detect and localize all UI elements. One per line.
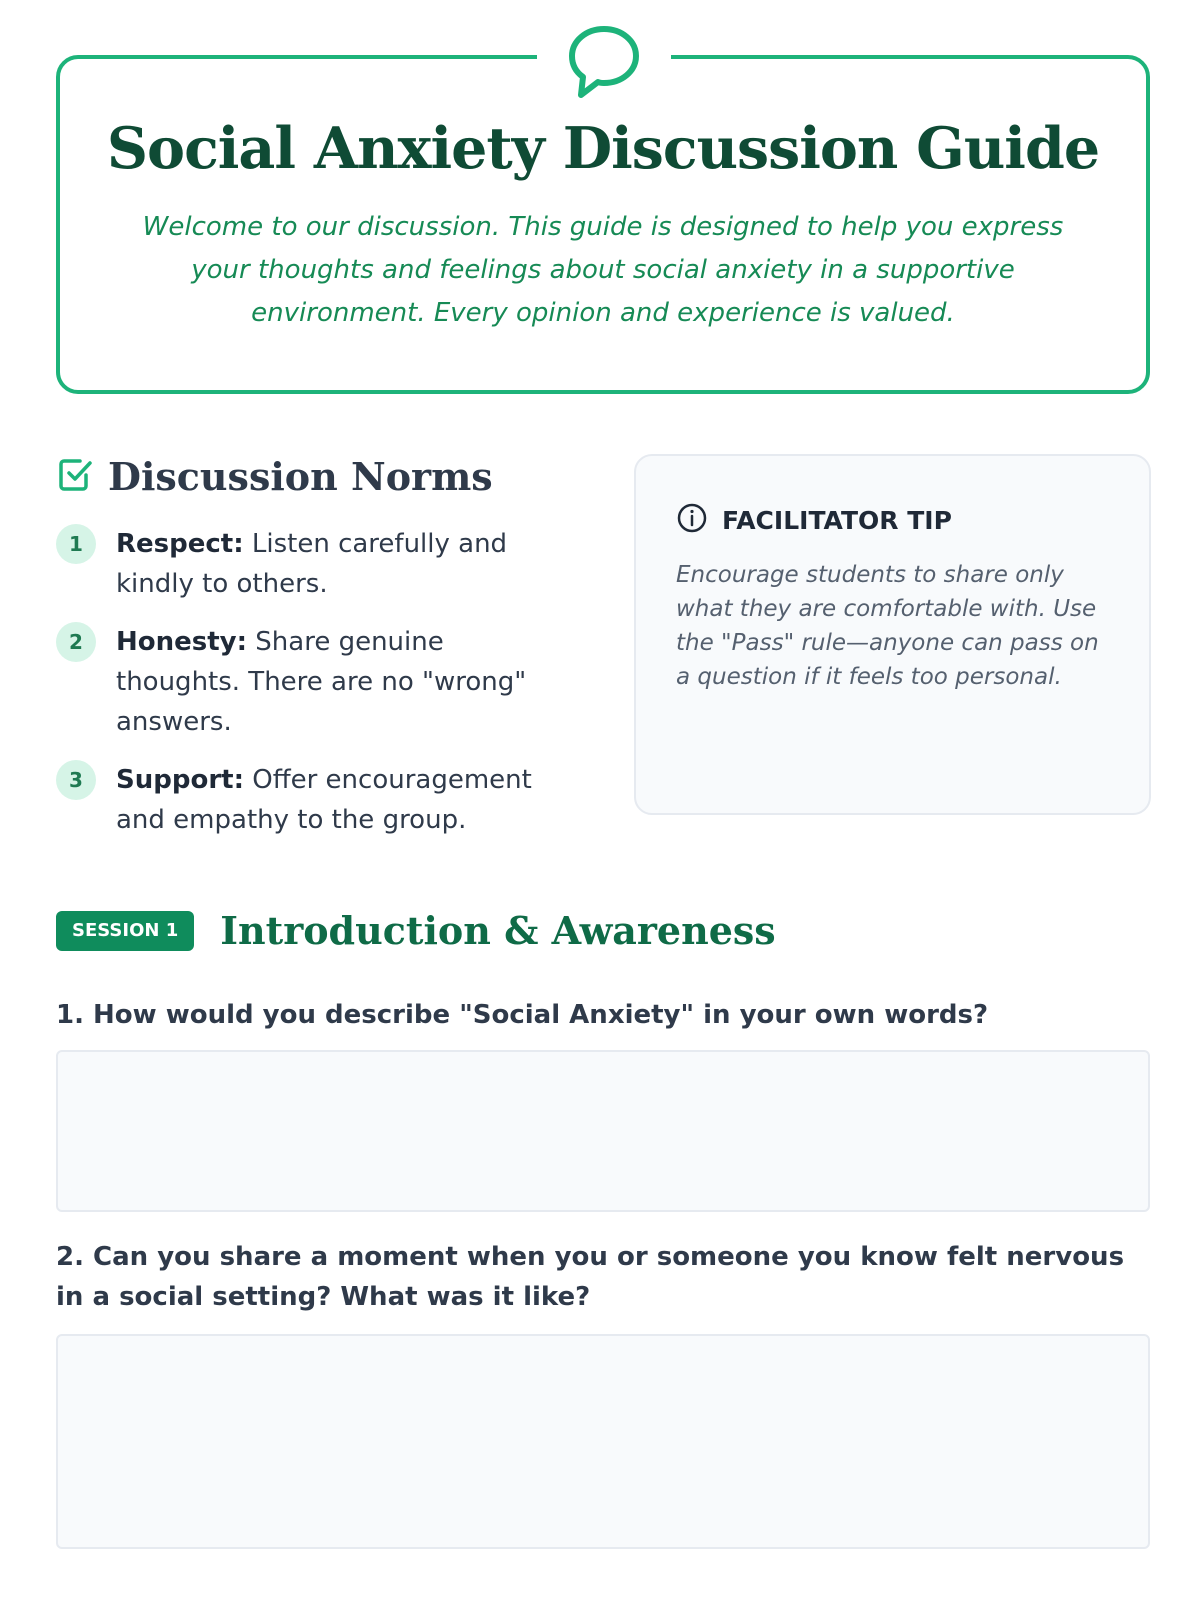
session-badge: SESSION 1: [56, 911, 194, 951]
norm-description: Offer encouragement and empathy to the group.: [116, 765, 532, 835]
facilitator-tip-card: [634, 454, 1151, 815]
page-title: Social Anxiety Discussion Guide: [106, 115, 1100, 182]
question-2: 2. Can you share a moment when you or someone you know felt nervous in a social setting? What was it like?: [56, 1242, 1125, 1312]
norm-term: Honesty:: [116, 627, 248, 657]
norm-text: [116, 622, 571, 742]
session-header: [56, 905, 776, 957]
norm-item-respect: [56, 524, 591, 604]
norm-description: Listen carefully and kindly to others.: [116, 529, 508, 599]
tip-body: Encourage students to share only what they are comfortable with. Use the "Pass" rule—anyone can pass on a question if it feels too personal.: [676, 562, 1099, 690]
info-icon: [676, 502, 708, 538]
answer-field-2[interactable]: [56, 1334, 1150, 1549]
norm-term: Respect:: [116, 529, 244, 559]
norm-number: 3: [56, 760, 96, 800]
tip-header: [676, 500, 1109, 540]
intro-text: Welcome to our discussion. This guide is designed to help you express your thoughts and feelings about social anxiety in a supportive environment. Every opinion and experience is valued.: [142, 212, 1064, 328]
norms-title: Discussion Norms: [108, 454, 493, 499]
norm-text: [116, 524, 571, 604]
norm-description: Share genuine thoughts. There are no "wrong" answers.: [116, 627, 527, 737]
norm-text: [116, 760, 571, 840]
norm-term: Support:: [116, 765, 244, 795]
discussion-norms: [56, 452, 591, 858]
norm-item-honesty: [56, 622, 591, 742]
session-title: Introduction & Awareness: [220, 908, 776, 953]
tip-title: FACILITATOR TIP: [722, 505, 952, 535]
speech-bubble-icon: [537, 22, 671, 102]
norms-list: [56, 524, 591, 840]
answer-field-1[interactable]: [56, 1050, 1150, 1212]
norms-header: [56, 452, 591, 502]
checkbox-icon: [56, 456, 94, 498]
norm-item-support: [56, 760, 591, 840]
norm-number: 2: [56, 622, 96, 662]
question-1: 1. How would you describe "Social Anxiety" in your own words?: [56, 1000, 989, 1030]
norm-number: 1: [56, 524, 96, 564]
